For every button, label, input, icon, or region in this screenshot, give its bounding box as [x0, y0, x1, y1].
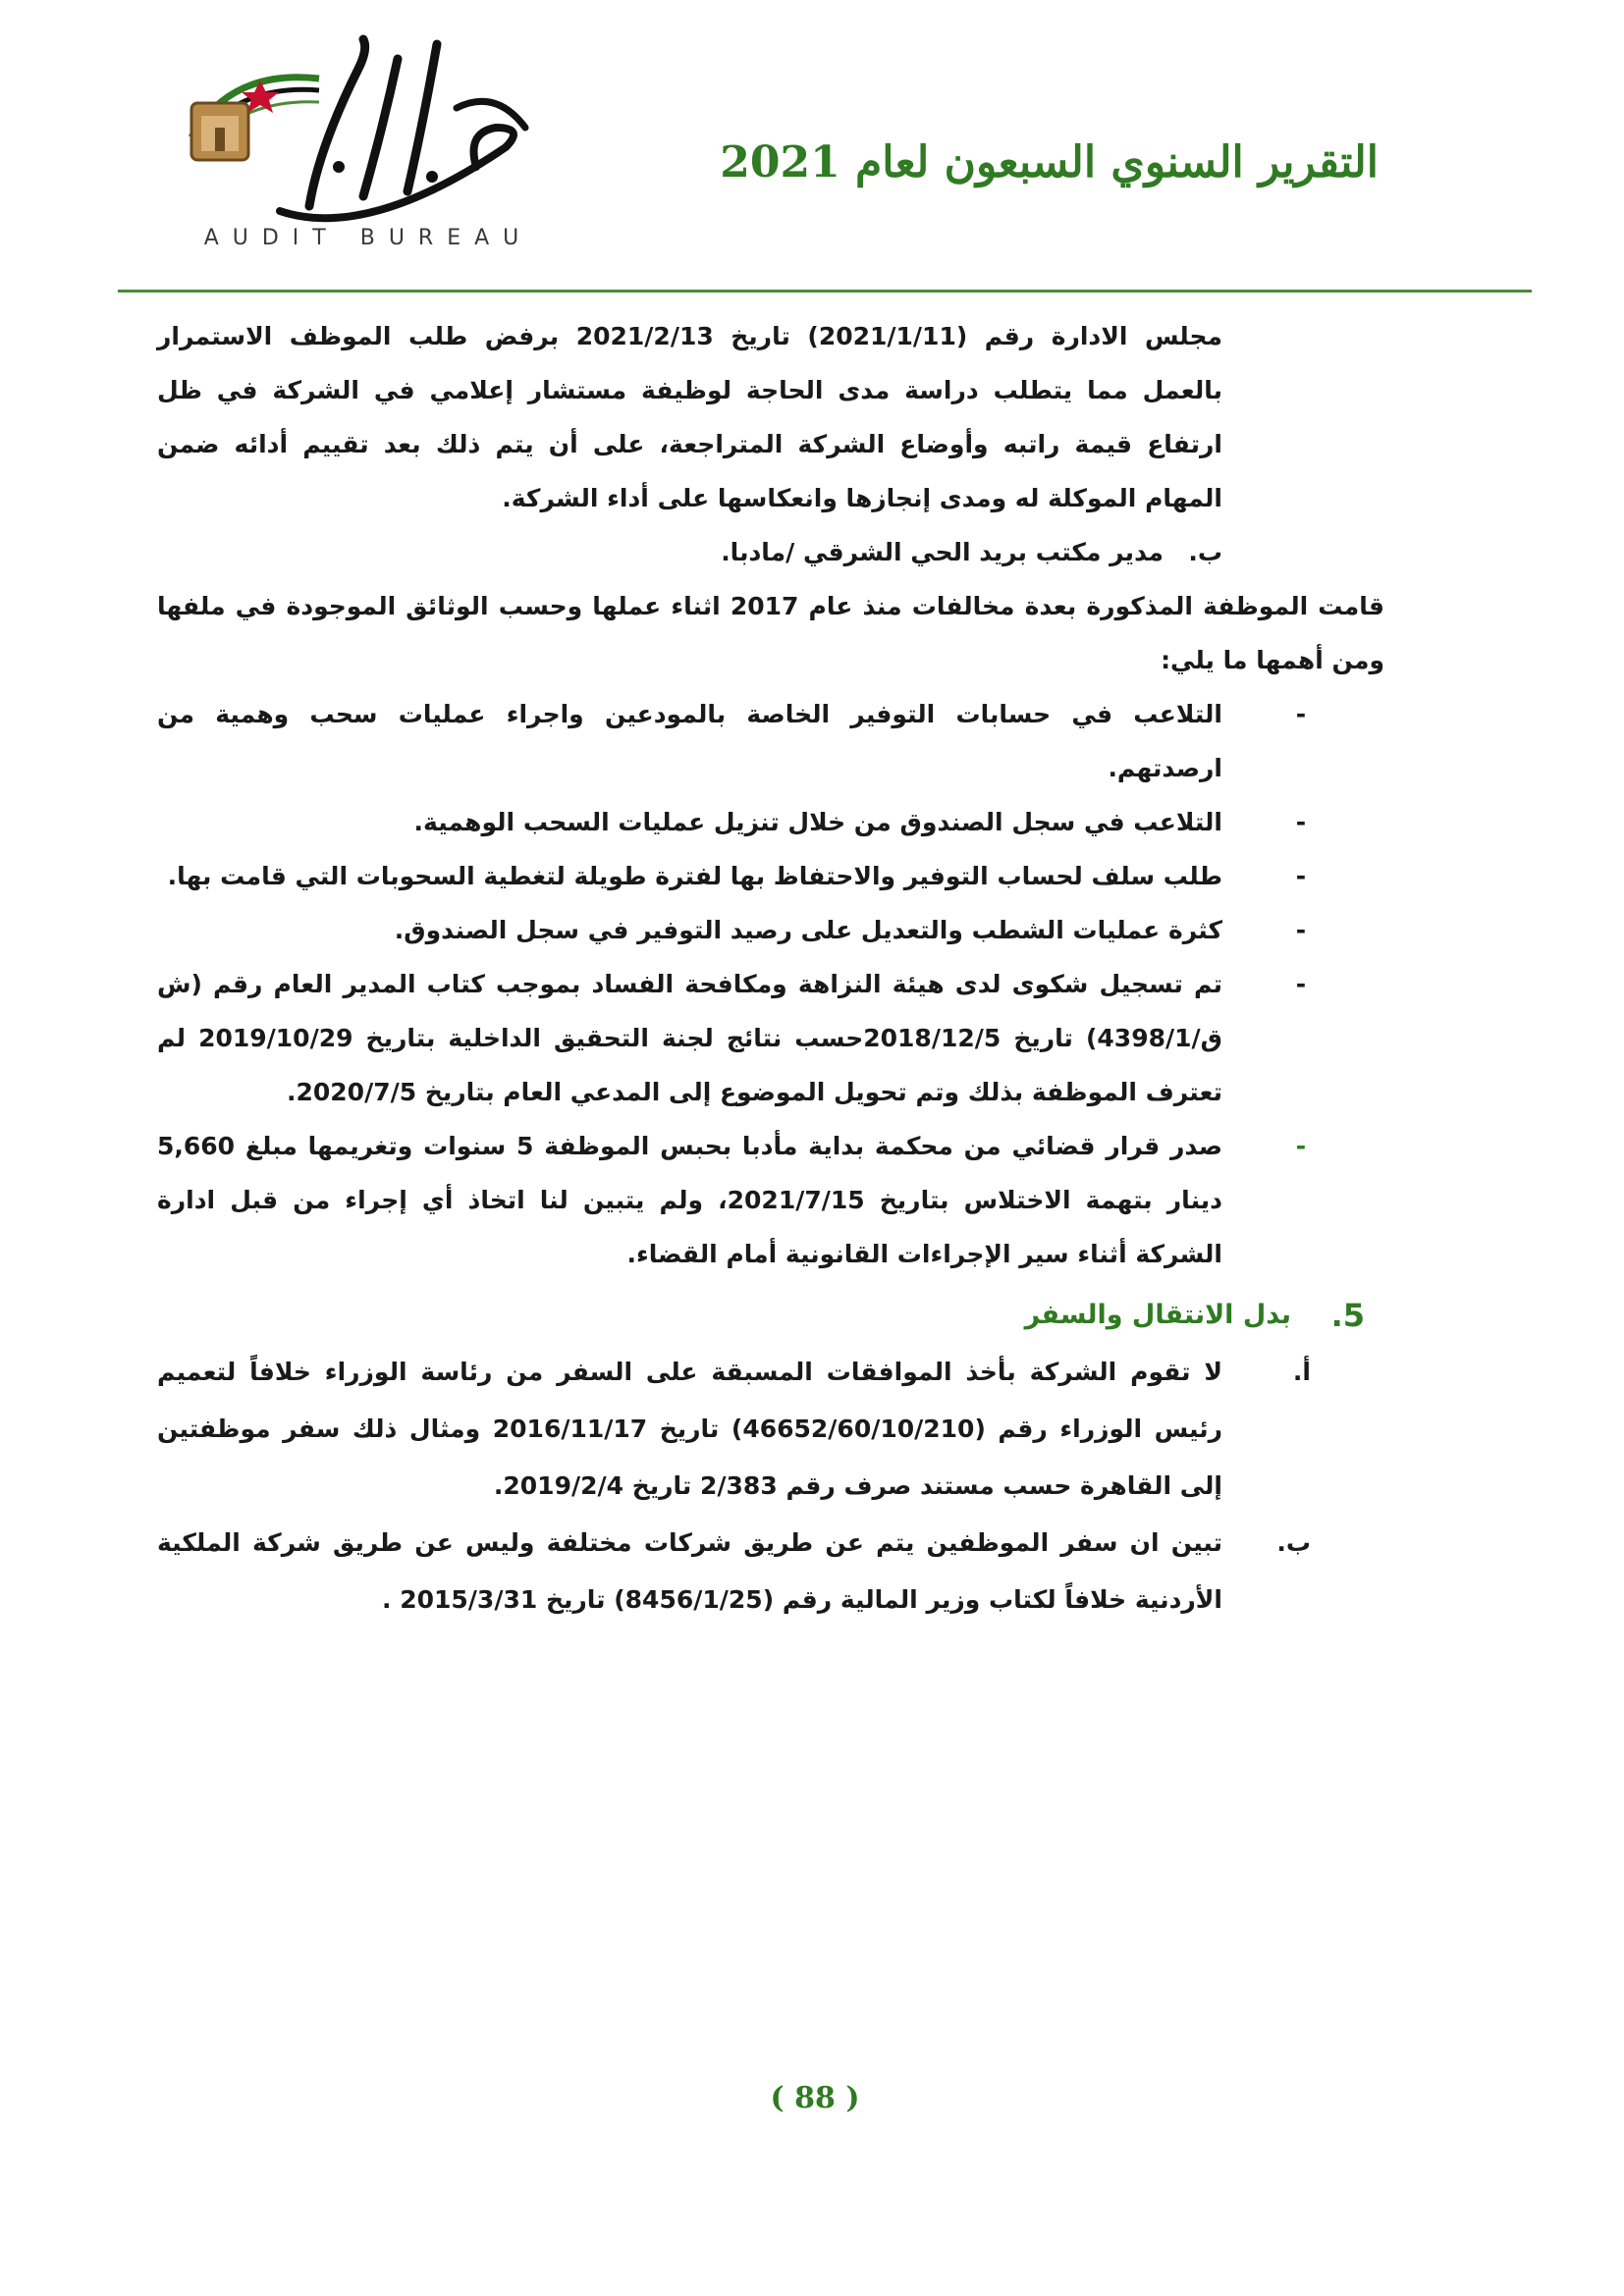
item-b-post-office [157, 525, 1384, 579]
logo-english-text: AUDIT BUREAU [203, 226, 533, 250]
report-title: التقرير السنوي السبعون لعام 2021 [720, 137, 1379, 187]
dash-marker: - [1295, 700, 1307, 728]
dash-marker: - [1295, 862, 1307, 890]
dash-marker: - [1295, 970, 1307, 998]
page-number: ( 88 ) [770, 2081, 860, 2115]
list-item [157, 957, 1384, 1119]
section-number: 5. [1330, 1297, 1365, 1334]
dash-marker: - [1295, 1132, 1307, 1160]
list-item-text: تبين ان سفر الموظفين يتم عن طريق شركات مختلفة وليس عن طريق شركة الملكية الأردنية خلافاً لكتاب وزير المالية رقم (8456/1/25) تاريخ 2015/3/31 . [157, 1528, 1222, 1614]
item-text: مدير مكتب بريد الحي الشرقي /مادبا. [721, 538, 1164, 566]
page-header [0, 0, 1624, 294]
section-title: بدل الانتقال والسفر [1024, 1300, 1291, 1330]
list-item-text: التلاعب في سجل الصندوق من خلال تنزيل عمليات السحب الوهمية. [413, 808, 1222, 836]
paragraph-violations-intro: قامت الموظفة المذكورة بعدة مخالفات منذ عام 2017 اثناء عملها وحسب الوثائق الموجودة في ملفها ومن أهمها ما يلي: [157, 592, 1384, 674]
dash-marker: - [1295, 808, 1307, 836]
section-5-heading [157, 1287, 1384, 1344]
list-item [157, 849, 1384, 903]
item-marker: أ. [1292, 1358, 1311, 1386]
list-item-text: كثرة عمليات الشطب والتعديل على رصيد التوفير في سجل الصندوق. [394, 916, 1222, 944]
item-marker: ب. [1276, 1528, 1311, 1557]
page-content [157, 309, 1384, 1629]
list-item [157, 1515, 1384, 1629]
list-item-text: لا تقوم الشركة بأخذ الموافقات المسبقة على السفر من رئاسة الوزراء خلافاً لتعميم رئيس الوزراء رقم (46652/60/10/210) تاريخ 2016/11/17 ومثال ذلك سفر موظفتين إلى القاهرة حسب مستند صرف رقم 2/383 تاريخ 2019/2/4. [157, 1358, 1223, 1500]
paragraph-board-decision: مجلس الادارة رقم (2021/1/11) تاريخ 2021/2/13 برفض طلب الموظف الاستمرار بالعمل مما يتطلب دراسة مدى الحاجة لوظيفة مستشار إعلامي في الشركة في ظل ارتفاع قيمة راتبه وأوضاع الشركة المتراجعة، على أن يتم ذلك بعد تقييم أدائه ضمن المهام الموكلة له ومدى إنجازها وانعكاسها على أداء الشركة. [157, 322, 1223, 512]
list-item [157, 795, 1384, 849]
list-item [157, 903, 1384, 957]
list-item-text: طلب سلف لحساب التوفير والاحتفاظ بها لفترة طويلة لتغطية السحوبات التي قامت بها. [167, 862, 1222, 890]
list-item [157, 1344, 1384, 1515]
list-item-text: تم تسجيل شكوى لدى هيئة النزاهة ومكافحة الفساد بموجب كتاب المدير العام رقم (ش ق/4398/1) تاريخ 2018/12/5حسب نتائج لجنة التحقيق الداخلية بتاريخ 2019/10/29 لم تعترف الموظفة بذلك وتم تحويل الموضوع إلى المدعي العام بتاريخ 2020/7/5. [157, 970, 1222, 1106]
item-marker: ب. [1188, 538, 1222, 566]
list-item-text: صدر قرار قضائي من محكمة بداية مأدبا بحبس الموظفة 5 سنوات وتغريمها مبلغ 5,660 دينار بتهمة الاختلاس بتاريخ 2021/7/15، ولم يتبين لنا اتخاذ أي إجراء من قبل ادارة الشركة أثناء سير الإجراءات القانونية أمام القضاء. [157, 1132, 1222, 1268]
header-divider [118, 290, 1532, 293]
dash-marker: - [1295, 916, 1307, 944]
list-item [157, 687, 1384, 795]
violations-list [157, 687, 1384, 1281]
list-item [157, 1119, 1384, 1281]
list-item-text: التلاعب في حسابات التوفير الخاصة بالمودعين واجراء عمليات سحب وهمية من ارصدتهم. [157, 700, 1222, 782]
